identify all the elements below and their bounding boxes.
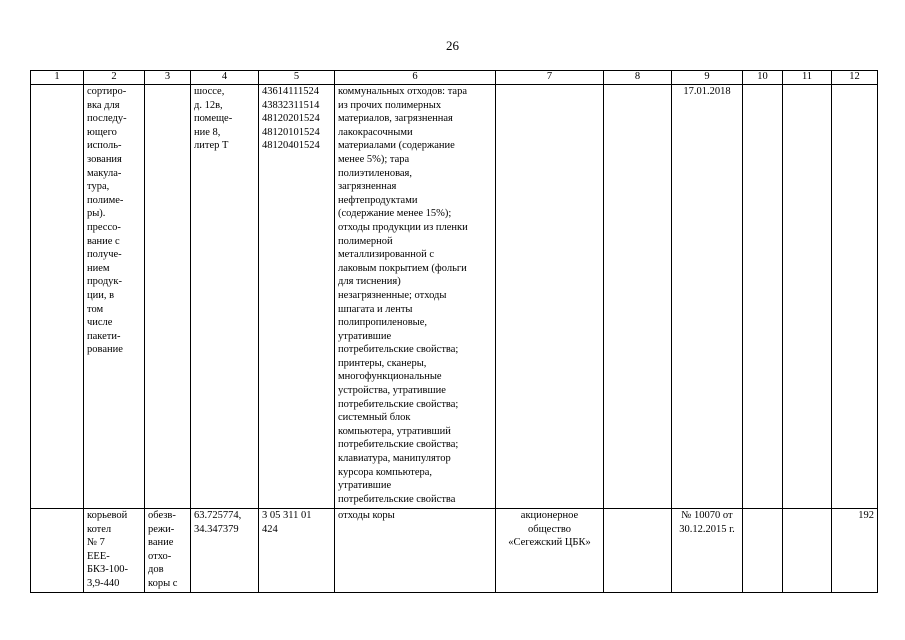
table-cell [145,85,191,509]
table-cell [31,509,84,593]
column-number: 2 [84,71,145,85]
column-number-row [31,71,878,85]
table-cell: 17.01.2018 [672,85,743,509]
table-cell: отходы коры [335,509,496,593]
table-cell: 43614111524 43832311514 48120201524 48120101524 48120401524 [259,85,335,509]
column-number: 12 [832,71,878,85]
table-cell [743,85,783,509]
column-number: 4 [191,71,259,85]
table-cell [496,85,604,509]
table-row [31,85,878,509]
table-cell [31,85,84,509]
table-cell: сортиро- вка для последу- ющего исполь- зования макула- тура, полиме- ры). прессо- вание с получе- нием продук- ции, в том числе пакети- рование [84,85,145,509]
table-cell: корьевой котел № 7 ЕЕЕ- БКЗ-100- 3,9-440 [84,509,145,593]
column-number: 10 [743,71,783,85]
table-cell: 63.725774, 34.347379 [191,509,259,593]
table-cell: 192 [832,509,878,593]
table-cell: № 10070 от 30.12.2015 г. [672,509,743,593]
page-number: 26 [446,38,459,53]
column-number: 11 [783,71,832,85]
column-number: 8 [604,71,672,85]
column-number: 6 [335,71,496,85]
table-cell: акционерное общество «Сегежский ЦБК» [496,509,604,593]
table-cell [783,85,832,509]
table-cell: шоссе, д. 12в, помеще- ние 8, литер Т [191,85,259,509]
registry-table [30,70,878,593]
column-number: 1 [31,71,84,85]
table-cell [783,509,832,593]
table-cell: обезв- режи- вание отхо- дов коры с [145,509,191,593]
column-number: 5 [259,71,335,85]
column-number: 7 [496,71,604,85]
table-cell: коммунальных отходов: тара из прочих полимерных материалов, загрязненная лакокрасочными материалами (содержание менее 5%); тара полиэтиленовая, загрязненная нефтепродуктами (содержание менее 15%); отходы продукции из пленки полимерной металлизированной с лаковым покрытием (фольги для тиснения) незагрязненные; отходы шпагата и ленты полипропиленовые, утратившие потребительские свойства; принтеры, сканеры, многофункциональные устройства, утратившие потребительские свойства; системный блок компьютера, утративший потребительские свойства; клавиатура, манипулятор курсора компьютера, утратившие потребительские свойства [335,85,496,509]
table-cell [604,509,672,593]
table-cell [832,85,878,509]
table-cell: 3 05 311 01 424 [259,509,335,593]
table-cell [743,509,783,593]
table-cell [604,85,672,509]
column-number: 3 [145,71,191,85]
column-number: 9 [672,71,743,85]
table-row [31,509,878,593]
